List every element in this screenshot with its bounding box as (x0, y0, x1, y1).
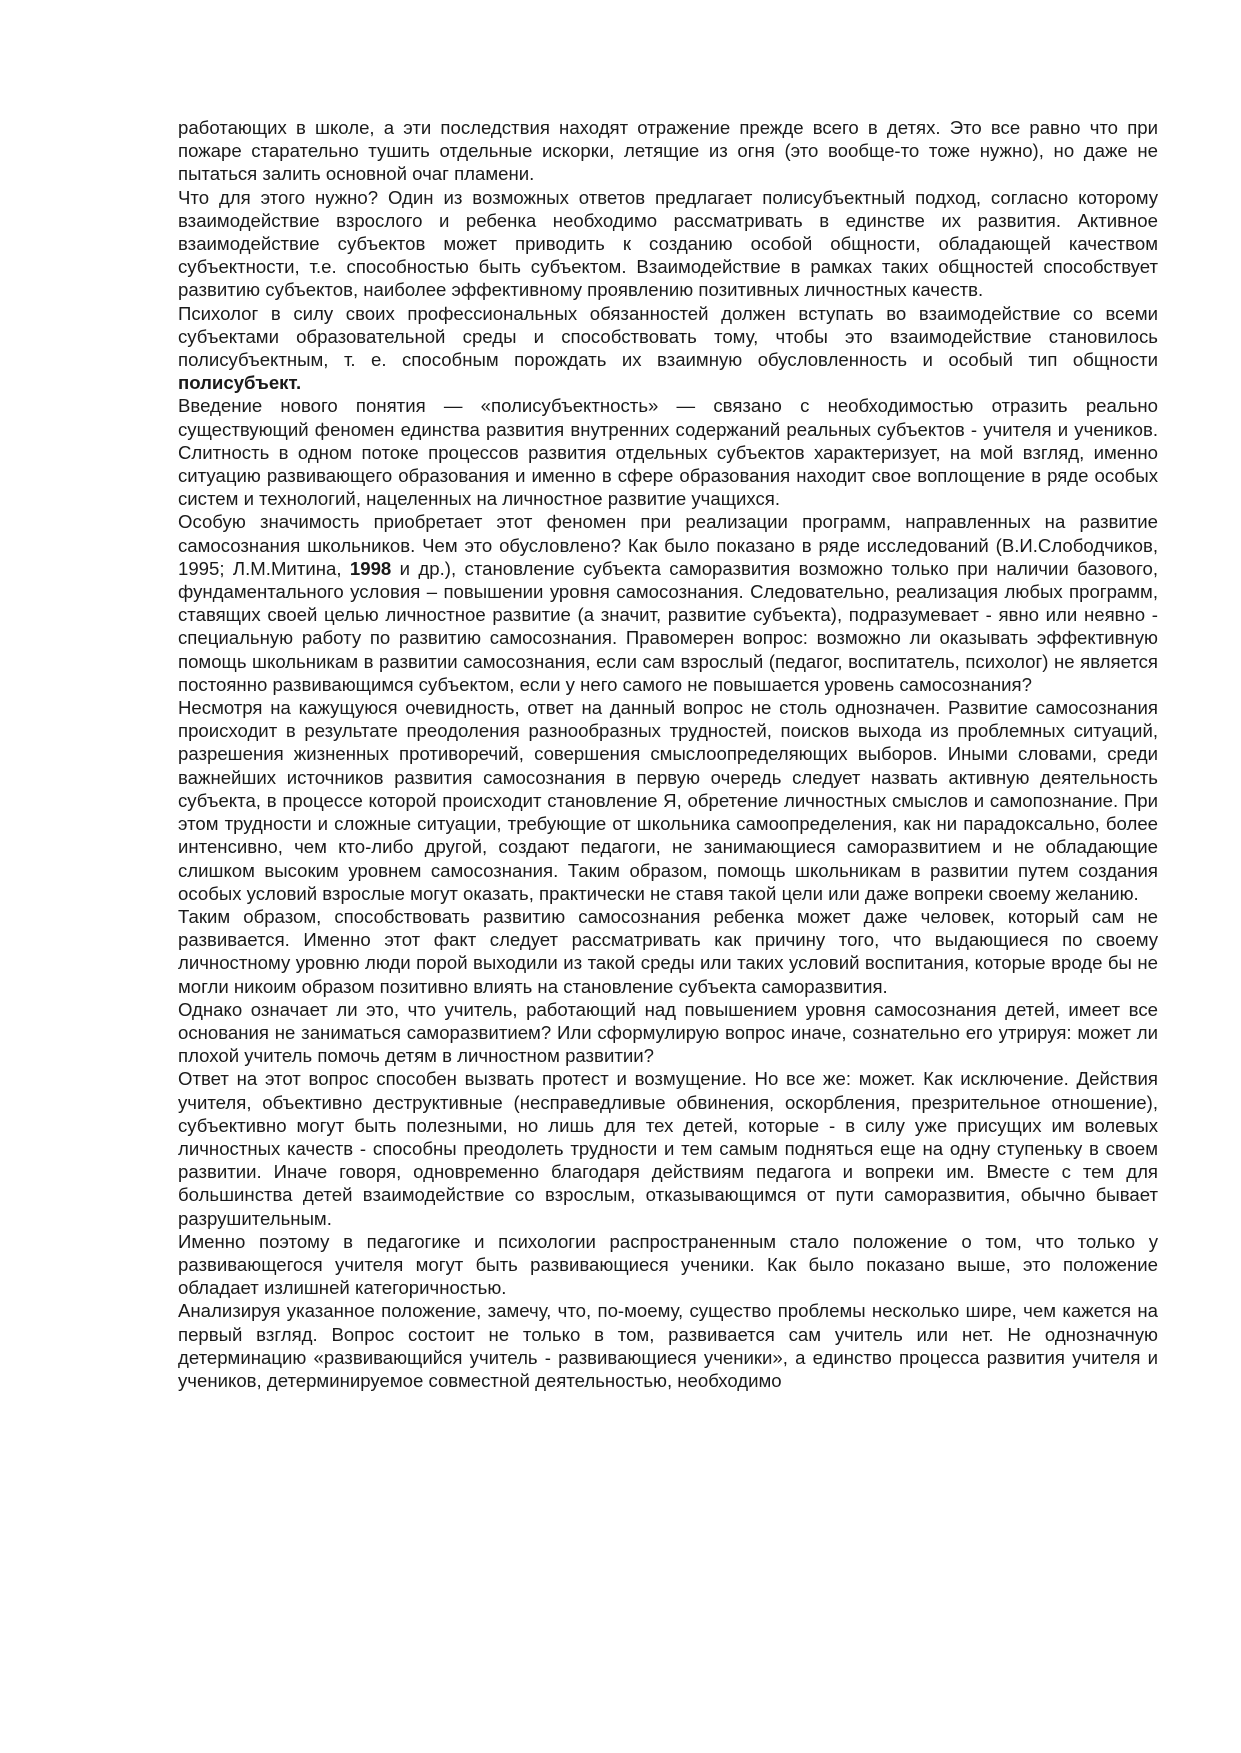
document-page (178, 116, 1158, 1392)
paragraph: Однако означает ли это, что учитель, работающий над повышением уровня самосознания детей, имеет все основания не заниматься саморазвитием? Или сформулирую вопрос иначе, сознательно его утрируя: может ли плохой учитель помочь детям в личностном развитии? (178, 998, 1158, 1067)
paragraph: Именно поэтому в педагогике и психологии распространенным стало положение о том, что только у развивающегося учителя могут быть развивающиеся ученики. Как было показано выше, это положение обладает излишней категоричностью. (178, 1230, 1158, 1299)
paragraph: Введение нового понятия — «полисубъектность» — связано с необходимостью отразить реально существующий феномен единства развития внутренних содержаний реальных субъектов - учителя и учеников. Слитность в одном потоке процессов развития отдельных субъектов характеризует, на мой взгляд, именно ситуацию развивающего образования и именно в сфере образования находит свое воплощение в ряде особых систем и технологий, нацеленных на личностное развитие учащихся. (178, 395, 1158, 510)
paragraph-text: Психолог в силу своих профессиональных обязанностей должен вступать во взаимодействие со всеми субъектами образовательной среды и способствовать тому, чтобы это взаимодействие становилось полисубъектным, т. е. способным порождать их взаимную обусловленность и особый тип общности (178, 302, 1158, 371)
paragraph: Что для этого нужно? Один из возможных ответов предлагает полисубъектный подход, согласно которому взаимодействие взрослого и ребенка необходимо рассматривать в единстве их развития. Активное взаимодействие субъектов может приводить к созданию особой общности, обладающей качеством субъектности, т.е. способностью быть субъектом. Взаимодействие в рамках таких общностей способствует развитию субъектов, наиболее эффективному проявлению позитивных личностных качеств. (178, 186, 1158, 301)
paragraph: Таким образом, способствовать развитию самосознания ребенка может даже человек, который сам не развивается. Именно этот факт следует рассматривать как причину того, что выдающиеся по своему личностному уровню люди порой выходили из такой среды или таких условий воспитания, которые вроде бы не могли никоим образом позитивно влиять на становление субъекта саморазвития. (178, 905, 1158, 997)
paragraph (178, 302, 1158, 395)
bold-term: полисубъект. (178, 372, 302, 394)
paragraph: Несмотря на кажущуюся очевидность, ответ на данный вопрос не столь однозначен. Развитие самосознания происходит в результате преодоления разнообразных трудностей, поисков выхода из проблемных ситуаций, разрешения жизненных противоречий, совершения смыслоопределяющих выборов. Иными словами, среди важнейших источников развития самосознания в первую очередь следует назвать активную деятельность субъекта, в процессе которой происходит становление Я, обретение личностных смыслов и самопознание. При этом трудности и сложные ситуации, требующие от школьника самоопределения, как ни парадоксально, более интенсивно, чем кто-либо другой, создают педагоги, не занимающиеся саморазвитием и не обладающие слишком высоким уровнем самосознания. Таким образом, помощь школьникам в развитии путем создания особых условий взрослые могут оказать, практически не ставя такой цели или даже вопреки своему желанию. (178, 697, 1158, 904)
paragraph-text: и др.), становление субъекта саморазвития возможно только при наличии базового, фундаментального условия – повышении уровня самосознания. Следовательно, реализация любых программ, ставящих своей целью личностное развитие (а значит, развитие субъекта), подразумевает - явно или неявно - специальную работу по развитию самосознания. Правомерен вопрос: возможно ли оказывать эффективную помощь школьникам в развитии самосознания, если сам взрослый (педагог, воспитатель, психолог) не является постоянно развивающимся субъектом, если у него самого не повышается уровень самосознания? (178, 557, 1158, 695)
paragraph: Ответ на этот вопрос способен вызвать протест и возмущение. Но все же: может. Как исключение. Действия учителя, объективно деструктивные (несправедливые обвинения, оскорбления, презрительное отношение), субъективно могут быть полезными, но лишь для тех детей, которые - в силу уже присущих им волевых личностных качеств - способны преодолеть трудности и тем самым подняться еще на одну ступеньку в своем развитии. Иначе говоря, одновременно благодаря действиям педагога и вопреки им. Вместе с тем для большинства детей взаимодействие со взрослым, отказывающимся от пути саморазвития, обычно бывает разрушительным. (178, 1068, 1158, 1229)
paragraph (178, 510, 1158, 696)
paragraph: работающих в школе, а эти последствия находят отражение прежде всего в детях. Это все равно что при пожаре старательно тушить отдельные искорки, летящие из огня (это вообще-то тоже нужно), но даже не пытаться залить основной очаг пламени. (178, 117, 1158, 185)
paragraph-text: Особую значимость приобретает этот феномен при реализации программ, направленных на развитие самосознания школьников. Чем это обусловлено? Как было показано в ряде исследований (В.И.Слободчиков, 1995; Л.М.Митина, (178, 511, 1158, 579)
paragraph: Анализируя указанное положение, замечу, что, по-моему, существо проблемы несколько шире, чем кажется на первый взгляд. Вопрос состоит не только в том, развивается сам учитель или нет. Не однозначную детерминацию «развивающийся учитель - развивающиеся ученики», а единство процесса развития учителя и учеников, детерминируемое совместной деятельностью, необходимо (178, 1300, 1158, 1391)
bold-year: 1998 (349, 557, 392, 579)
